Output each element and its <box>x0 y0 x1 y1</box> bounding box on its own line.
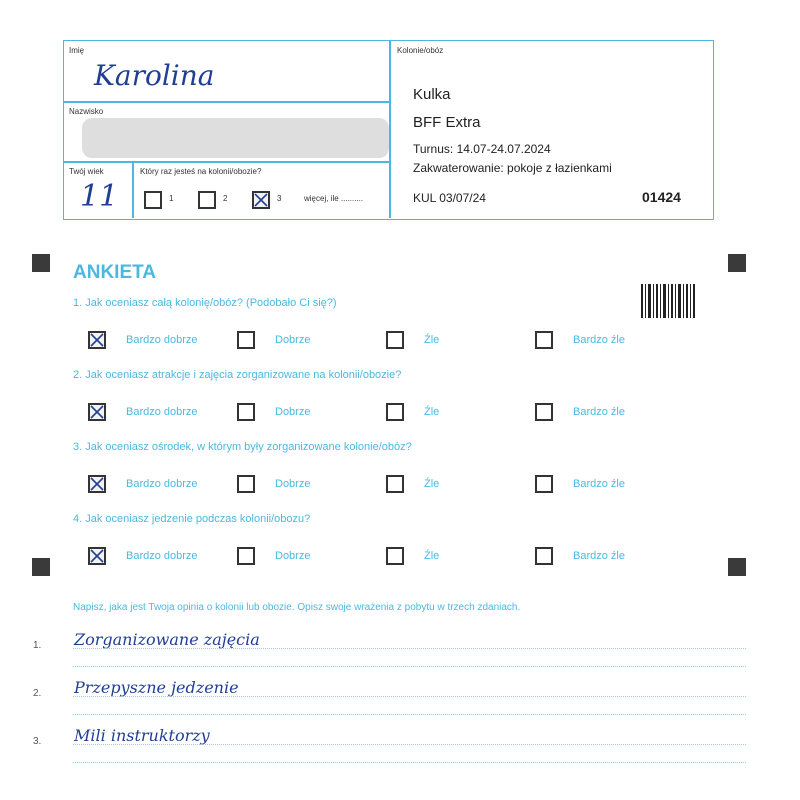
answer-1-text[interactable]: Zorganizowane zajęcia <box>74 630 260 649</box>
question-1-option-3-checkbox[interactable] <box>386 331 404 349</box>
question-3-text: 3. Jak oceniasz ośrodek, w którym były zorganizowane kolonie/obóz? <box>73 441 412 453</box>
barcode-icon <box>641 284 695 318</box>
header-hline-2 <box>64 161 389 163</box>
header-vline-age <box>132 161 134 218</box>
question-3-option-2-label: Dobrze <box>275 478 311 490</box>
question-3-option-4-label: Bardzo źle <box>573 478 625 490</box>
registration-marker-top-left <box>32 254 50 272</box>
form-number: 01424 <box>642 189 681 205</box>
camp-code: KUL 03/07/24 <box>413 191 486 205</box>
header-hline-1 <box>64 101 389 103</box>
question-2-option-4-checkbox[interactable] <box>535 403 553 421</box>
question-4-option-2-checkbox[interactable] <box>237 547 255 565</box>
opinion-prompt: Napisz, jaka jest Twoja opinia o kolonii lub obozie. Opisz swoje wrażenia z pobytu w trzech zdaniach. <box>73 602 521 613</box>
question-1-option-4-label: Bardzo źle <box>573 334 625 346</box>
cross-icon <box>90 549 104 563</box>
answer-2-number: 2. <box>33 688 42 699</box>
registration-marker-bottom-right <box>728 558 746 576</box>
times-2-checkbox[interactable] <box>198 191 216 209</box>
registration-marker-top-right <box>728 254 746 272</box>
question-1-option-2-checkbox[interactable] <box>237 331 255 349</box>
question-2-option-2-label: Dobrze <box>275 406 311 418</box>
question-2-option-3-checkbox[interactable] <box>386 403 404 421</box>
question-4-option-2-label: Dobrze <box>275 550 311 562</box>
nazwisko-label: Nazwisko <box>69 107 104 116</box>
header-form <box>63 40 714 220</box>
question-4-option-1-checkbox[interactable] <box>88 547 106 565</box>
wiek-label: Twój wiek <box>69 167 104 176</box>
times-3-label: 3 <box>277 194 282 203</box>
question-3-option-2-checkbox[interactable] <box>237 475 255 493</box>
camp-program: BFF Extra <box>413 114 481 131</box>
times-1-checkbox[interactable] <box>144 191 162 209</box>
wiecej-label: więcej, ile .......... <box>304 194 364 203</box>
question-2-option-1-label: Bardzo dobrze <box>126 406 198 418</box>
answer-1-dotted-line <box>73 666 746 667</box>
cross-icon <box>254 193 268 207</box>
answer-2-dotted-line <box>73 696 746 697</box>
times-2-label: 2 <box>223 194 228 203</box>
times-1-label: 1 <box>169 194 174 203</box>
answer-3-number: 3. <box>33 736 42 747</box>
wiek-value: 11 <box>80 179 119 214</box>
question-3-option-3-label: Źle <box>424 478 440 490</box>
question-4-text: 4. Jak oceniasz jedzenie podczas kolonii/obozu? <box>73 513 311 525</box>
answer-3-text[interactable]: Mili instruktorzy <box>74 726 210 745</box>
camp-name: Kulka <box>413 86 451 103</box>
survey-title: ANKIETA <box>73 262 157 283</box>
question-2-option-1-checkbox[interactable] <box>88 403 106 421</box>
kolonie-label: Kolonie/obóz <box>397 46 444 55</box>
answer-3-dotted-line <box>73 744 746 745</box>
question-4-option-1-label: Bardzo dobrze <box>126 550 198 562</box>
registration-marker-bottom-left <box>32 558 50 576</box>
question-2-option-2-checkbox[interactable] <box>237 403 255 421</box>
question-3-option-3-checkbox[interactable] <box>386 475 404 493</box>
question-2-option-3-label: Źle <box>424 406 440 418</box>
question-1-option-1-checkbox[interactable] <box>88 331 106 349</box>
question-1-option-4-checkbox[interactable] <box>535 331 553 349</box>
question-1-text: 1. Jak oceniasz całą kolonię/obóz? (Podobało Ci się?) <box>73 297 337 309</box>
answer-3-dotted-line <box>73 762 746 763</box>
header-divider <box>389 41 391 218</box>
cross-icon <box>90 477 104 491</box>
redacted-surname <box>82 118 389 158</box>
question-4-option-4-label: Bardzo źle <box>573 550 625 562</box>
imie-value: Karolina <box>94 59 215 92</box>
answer-1-dotted-line <box>73 648 746 649</box>
imie-label: Imię <box>69 46 85 55</box>
answer-2-dotted-line <box>73 714 746 715</box>
question-1-option-3-label: Źle <box>424 334 440 346</box>
question-1-option-1-label: Bardzo dobrze <box>126 334 198 346</box>
cross-icon <box>90 405 104 419</box>
times-3-checkbox[interactable] <box>252 191 270 209</box>
question-2-text: 2. Jak oceniasz atrakcje i zajęcia zorganizowane na kolonii/obozie? <box>73 369 402 381</box>
ktory-raz-label: Który raz jesteś na kolonii/obozie? <box>140 167 262 176</box>
question-3-option-1-label: Bardzo dobrze <box>126 478 198 490</box>
question-4-option-3-label: Źle <box>424 550 440 562</box>
question-4-option-3-checkbox[interactable] <box>386 547 404 565</box>
question-3-option-1-checkbox[interactable] <box>88 475 106 493</box>
answer-2-text[interactable]: Przepyszne jedzenie <box>74 678 239 697</box>
zakwaterowanie: Zakwaterowanie: pokoje z łazienkami <box>413 161 612 175</box>
answer-1-number: 1. <box>33 640 42 651</box>
cross-icon <box>90 333 104 347</box>
turnus: Turnus: 14.07-24.07.2024 <box>413 142 551 156</box>
question-3-option-4-checkbox[interactable] <box>535 475 553 493</box>
question-4-option-4-checkbox[interactable] <box>535 547 553 565</box>
question-2-option-4-label: Bardzo źle <box>573 406 625 418</box>
question-1-option-2-label: Dobrze <box>275 334 311 346</box>
